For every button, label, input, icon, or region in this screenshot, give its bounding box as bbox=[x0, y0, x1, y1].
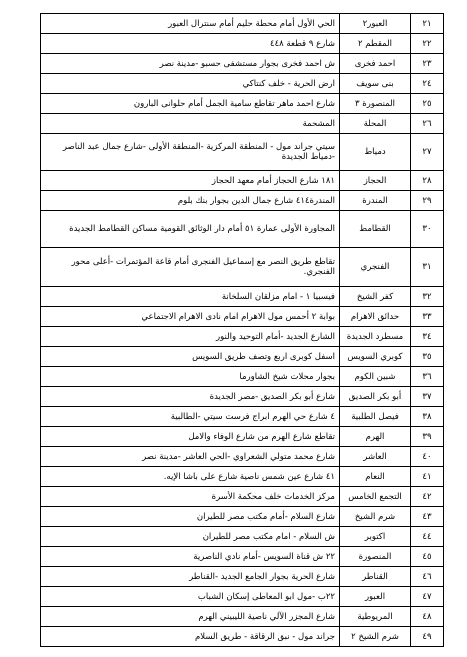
area-name: فيصل الطلبية bbox=[340, 407, 411, 427]
branch-address: الحي الأول أمام محطة حليم أمام سنترال العبور bbox=[41, 14, 340, 34]
row-number: ٤١ bbox=[411, 467, 444, 487]
row-number: ٤٨ bbox=[411, 607, 444, 627]
branch-address: شارع السلام -أمام مكتب مصر للطيران bbox=[41, 507, 340, 527]
branch-address: ٢٢ ش قناة السويس -أمام نادي الناصرية bbox=[41, 547, 340, 567]
branch-address: شارع أبو بكر الصديق -مصر الجديدة bbox=[41, 387, 340, 407]
area-name: شرم الشيخ ٢ bbox=[340, 627, 411, 647]
area-name: بنى سويف bbox=[340, 74, 411, 94]
branch-address: تقاطع شارع الهرم من شارع الوفاء والامل bbox=[41, 427, 340, 447]
branch-address: المندرة٤١٤ شارع جمال الدين بجوار بنك بلوم bbox=[41, 191, 340, 211]
table-row bbox=[41, 114, 444, 134]
branch-address: شارع ٩ قطعة ٤٤٨ bbox=[41, 34, 340, 54]
area-name: احمد فخرى bbox=[340, 54, 411, 74]
area-name: شبين الكوم bbox=[340, 367, 411, 387]
table-row bbox=[41, 607, 444, 627]
branch-address: فيسبيا ١ - امام مزلقان السلخانة bbox=[41, 287, 340, 307]
row-number: ٣٩ bbox=[411, 427, 444, 447]
table-row bbox=[41, 74, 444, 94]
row-number: ٢٢ bbox=[411, 34, 444, 54]
area-name: الحجاز bbox=[340, 171, 411, 191]
area-name: المنصورة bbox=[340, 547, 411, 567]
area-name: العبور٢ bbox=[340, 14, 411, 34]
table-row bbox=[41, 94, 444, 114]
branch-address: المجاورة الأولى عمارة ٥١ أمام دار الوثائق القومية مساكن القطامط الجديدة bbox=[41, 211, 340, 248]
area-name: الهرم bbox=[340, 427, 411, 447]
row-number: ٢٣ bbox=[411, 54, 444, 74]
branch-address: شارع المجزر الآلي ناصية الليبيني الهرم bbox=[41, 607, 340, 627]
area-name: المحلة bbox=[340, 114, 411, 134]
table-row bbox=[41, 507, 444, 527]
branch-address: شارع محمد متولي الشعراوي -الحي العاشر -مدينة نصر bbox=[41, 447, 340, 467]
row-number: ٤٣ bbox=[411, 507, 444, 527]
branch-address: ٤ شارع حي الهرم ابراج فرست سيتي -الطالبية bbox=[41, 407, 340, 427]
branch-address: الشارع الجديد -أمام التوحيد والنور bbox=[41, 327, 340, 347]
row-number: ٢٦ bbox=[411, 114, 444, 134]
area-name: المندرة bbox=[340, 191, 411, 211]
area-name: كفر الشيخ bbox=[340, 287, 411, 307]
area-name: القطامط bbox=[340, 211, 411, 248]
branch-address: اسفل كوبرى اربع وتصف طريق السويس bbox=[41, 347, 340, 367]
row-number: ٤٥ bbox=[411, 547, 444, 567]
area-name: دمياط bbox=[340, 134, 411, 171]
branch-address: بجوار محلات شيخ الشاورما bbox=[41, 367, 340, 387]
table-row bbox=[41, 171, 444, 191]
area-name: التجمع الخامس bbox=[340, 487, 411, 507]
table-row bbox=[41, 307, 444, 327]
row-number: ٣٣ bbox=[411, 307, 444, 327]
branch-address: شارع احمد ماهر تقاطع سامية الجمل أمام حلوانى البارون bbox=[41, 94, 340, 114]
row-number: ٤٢ bbox=[411, 487, 444, 507]
table-row bbox=[41, 387, 444, 407]
table-row bbox=[41, 527, 444, 547]
table-row bbox=[41, 34, 444, 54]
table-row bbox=[41, 447, 444, 467]
branches-table-body bbox=[41, 14, 444, 647]
row-number: ٤٧ bbox=[411, 587, 444, 607]
area-name: حدائق الاهرام bbox=[340, 307, 411, 327]
table-row bbox=[41, 587, 444, 607]
row-number: ٣٢ bbox=[411, 287, 444, 307]
area-name: القناطر bbox=[340, 567, 411, 587]
branch-address: ٤١ شارع عين شمس ناصية شارع على باشا الإيه. bbox=[41, 467, 340, 487]
area-name: النعام bbox=[340, 467, 411, 487]
row-number: ٢٧ bbox=[411, 134, 444, 171]
branch-address: ش السلام - امام مكتب مصر للطيران bbox=[41, 527, 340, 547]
branch-address: جراند مول - نبق الرقاقة - طريق السلام bbox=[41, 627, 340, 647]
table-row bbox=[41, 134, 444, 171]
row-number: ٣٠ bbox=[411, 211, 444, 248]
table-row bbox=[41, 54, 444, 74]
row-number: ٣١ bbox=[411, 248, 444, 287]
row-number: ٣٤ bbox=[411, 327, 444, 347]
table-row bbox=[41, 327, 444, 347]
row-number: ٤٩ bbox=[411, 627, 444, 647]
row-number: ٤٠ bbox=[411, 447, 444, 467]
branch-address: بوابة ٢ أحمس مول الاهرام امام نادى الاهرام الاجتماعي bbox=[41, 307, 340, 327]
branch-address: ٢٢ب -مول ابو المعاطى إسكان الشباب bbox=[41, 587, 340, 607]
table-row bbox=[41, 407, 444, 427]
branch-address: ش احمد فخرى بجوار مستشفى حسبو -مدينة نصر bbox=[41, 54, 340, 74]
area-name: العبور bbox=[340, 587, 411, 607]
row-number: ٢١ bbox=[411, 14, 444, 34]
table-row bbox=[41, 211, 444, 248]
branch-address: سيتي جراند مول - المنطقة المركزية -المنطقة الأولى -شارع جمال عبد الناصر -دمياط الجديدة bbox=[41, 134, 340, 171]
branch-address: تقاطع طريق النصر مع إسماعيل الفنجرى أمام قاعة المؤتمرات -أعلى محور الفنجري. bbox=[41, 248, 340, 287]
branch-address: المشحمة bbox=[41, 114, 340, 134]
table-row bbox=[41, 248, 444, 287]
area-name: شرم الشيخ bbox=[340, 507, 411, 527]
area-name: المنصورة ٣ bbox=[340, 94, 411, 114]
table-row bbox=[41, 427, 444, 447]
row-number: ٣٧ bbox=[411, 387, 444, 407]
row-number: ٣٥ bbox=[411, 347, 444, 367]
row-number: ٣٨ bbox=[411, 407, 444, 427]
table-row bbox=[41, 367, 444, 387]
row-number: ٤٦ bbox=[411, 567, 444, 587]
table-row bbox=[41, 287, 444, 307]
branches-table bbox=[40, 13, 444, 647]
table-row bbox=[41, 547, 444, 567]
row-number: ٢٤ bbox=[411, 74, 444, 94]
table-row bbox=[41, 467, 444, 487]
row-number: ٢٨ bbox=[411, 171, 444, 191]
branch-address: مركز الخدمات خلف محكمة الأسرة bbox=[41, 487, 340, 507]
area-name: العاشر bbox=[340, 447, 411, 467]
area-name: كوبري السويس bbox=[340, 347, 411, 367]
branch-address: ارض الحرية - خلف كنتاكي bbox=[41, 74, 340, 94]
area-name: أبو بكر الصديق bbox=[340, 387, 411, 407]
branch-address: شارع الحرية بجوار الجامع الجديد -القناطر bbox=[41, 567, 340, 587]
table-row bbox=[41, 347, 444, 367]
table-row bbox=[41, 567, 444, 587]
area-name: اكتوبر bbox=[340, 527, 411, 547]
area-name: المريوطية bbox=[340, 607, 411, 627]
branch-address: ١٨١ شارع الحجاز أمام معهد الحجاز bbox=[41, 171, 340, 191]
table-row bbox=[41, 487, 444, 507]
row-number: ٢٥ bbox=[411, 94, 444, 114]
area-name: المقطم ٢ bbox=[340, 34, 411, 54]
row-number: ٣٦ bbox=[411, 367, 444, 387]
table-row bbox=[41, 627, 444, 647]
area-name: الفنجري bbox=[340, 248, 411, 287]
table-row bbox=[41, 14, 444, 34]
area-name: مسطرد الجديدة bbox=[340, 327, 411, 347]
row-number: ٤٤ bbox=[411, 527, 444, 547]
row-number: ٢٩ bbox=[411, 191, 444, 211]
table-row bbox=[41, 191, 444, 211]
